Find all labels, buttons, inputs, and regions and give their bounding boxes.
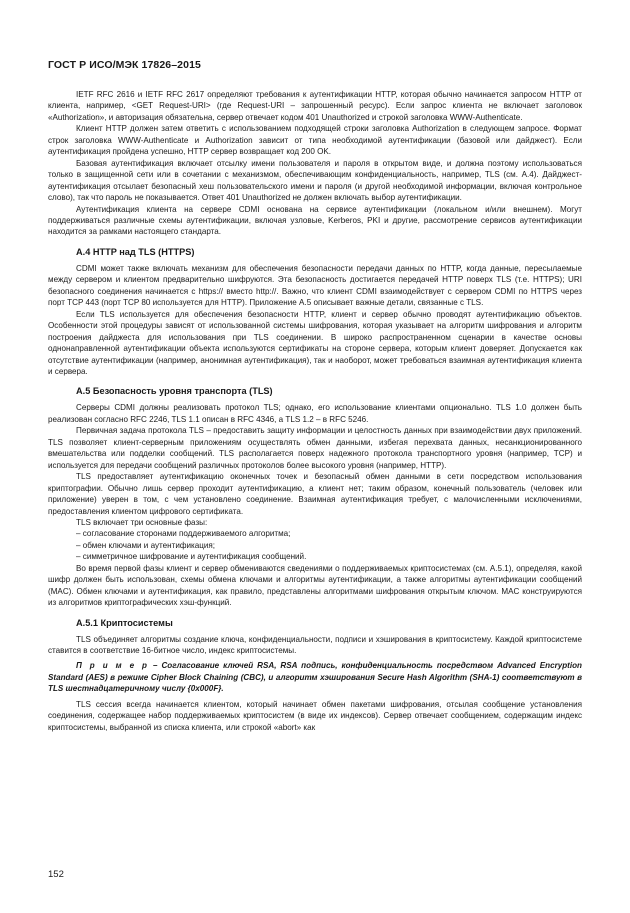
example-label: П р и м е р [76,661,150,671]
document-header: ГОСТ Р ИСО/МЭК 17826–2015 [48,59,201,71]
paragraph: TLS сессия всегда начинается клиентом, который начинает обмен пакетами шифрования, отсылая сообщение установления соединения, содержащее набор поддерживаемых криптосистем (в виде их индексов). Сервер отвечает сообщением, содержащим индекс криптосистемы, выбранной из списка клиента, или строкой «abort» как [48,699,582,732]
section-heading-a5: А.5 Безопасность уровня транспорта (TLS) [76,386,273,397]
list-item: – согласование сторонами поддерживаемого алгоритма; [48,528,582,539]
paragraph: TLS объединяет алгоритмы создание ключа, конфиденциальности, подписи и хэширования в криптосистему. Каждой криптосистеме ставится в соответствие 16-битное число, индекс криптосистемы. [48,634,582,656]
paragraph: TLS включает три основные фазы: [76,517,208,527]
paragraph: Клиент HTTP должен затем ответить с использованием подходящей строки заголовка Authorization в следующем запросе. Формат строк заголовка WWW-Authenticate и Authorization зависит от типа необходимой аутентификации (базовой или дайджест). Если аутентификация пройдена успешно, HTTP сервер возвращает код 200 OK. [48,124,582,157]
paragraph: Базовая аутентификация включает отсылку имени пользователя и пароля в открытом виде, и должна поэтому использоваться только в защищенной сети или в сочетании с механизмом, обеспечивающим конфиденциальность, например, TLS (см. А.4). Дайджест-аутентификация отсылает безопасный хеш пользовательского имени и пароля (и другой необходимой информации, включая контрольное слово), так что пароль не показывается. Ответ 401 Unauthorized не должен включать выбор аутентификации. [48,158,582,203]
paragraph: Во время первой фазы клиент и сервер обмениваются сведениями о поддерживаемых криптосистемах (см. А.5.1), определяя, какой шифр должен быть использован, схемы обмена ключами и алгоритмы аутентификации, а также алгоритмы аутентификации сообщений (MAC). Обмен ключами и аутентификация, как правило, представлены алгоритмами шифрования открытым ключом. MAC конструируются из алгоритмов криптографических хэш-функций. [48,563,582,608]
section-heading-a4: А.4 HTTP над TLS (HTTPS) [76,246,195,257]
phase-list [48,528,582,562]
paragraph: IETF RFC 2616 и IETF RFC 2617 определяют требования к аутентификации HTTP, которая обычно начинается запросом HTTP от клиента, например, <GET Request-URI> (где Request-URI – запрошенный ресурс). Если запрос клиента не включает заголовок «Authorization», и авторизация обязательна, сервер отвечает кодом 401 Unauthorized и строкой заголовка WWW-Authenticate. [48,90,582,122]
paragraph: Серверы CDMI должны реализовать протокол TLS; однако, его использование клиентами опционально. TLS 1.0 должен быть реализован согласно RFC 2246, TLS 1.1 описан в RFC 4346, а TLS 1.2 – в RFC 5246. [48,403,582,424]
list-item: – обмен ключами и аутентификация; [48,540,582,551]
paragraph: Аутентификация клиента на сервере CDMI основана на сервисе аутентификации (локальном и/или внешнем). Могут поддерживаться различные схемы аутентификации, включая узловые, Kerberos, PKI и другие, рассмотрение сервисов аутентификации находится за рамками настоящего стандарта. [48,204,582,237]
paragraph: Первичная задача протокола TLS – предоставить защиту информации и целостность данных при взаимодействии двух приложений. TLS позволяет клиент-серверным приложениям осуществлять обмен данными, избегая перехвата данных, несанкционированного вмешательства или подделки сообщений. TLS располагается поверх надежного протокола транспортного уровня (например, TCP) и используется для передачи сообщений различных протоколов более высокого уровня (например, HTTP). [48,426,582,470]
document-body [48,89,582,733]
example-note [48,660,582,694]
list-item: – симметричное шифрование и аутентификация сообщений. [48,551,582,562]
paragraph: TLS предоставляет аутентификацию оконечных точек и безопасный обмен данными в сети посредством использования криптографии. Обычно лишь сервер проходит аутентификацию, а клиент нет; таким образом, конечный пользователь (человек или приложение) уверен в том, с чем установлено соединение. Взаимная аутентификация требует, с малочисленными исключениями, предоставления клиентом цифрового сертификата. [48,472,582,516]
paragraph: CDMI может также включать механизм для обеспечения безопасности передачи данных по HTTP, когда данные, пересылаемые между сервером и клиентом предварительно шифруются. Эта безопасность достигается передачей HTTP поверх TLS (т.е. HTTPS); URI безопасного соединения начинается с https:// вместо http://. Важно, что клиент CDMI взаимодействует с сервером CDMI по HTTPS через порт TCP 443 (порт TCP 80 используется для HTTP). Приложение А.5 описывает важные детали, связанные с TLS. [48,263,582,308]
page-number: 152 [48,869,64,880]
example-text: – Согласование ключей RSA, RSA подпись, конфиденциальность посредством Advanced Encryption Standard (AES) в режиме Cipher Block Chaining (CBC), и алгоритм хэширования Secure Hash Algorithm (SHA-1) соответствуют в TLS шестнадцатеричному числу {0x000F}. [48,661,582,694]
subsection-heading-a51: А.5.1 Криптосистемы [76,617,173,628]
paragraph: Если TLS используется для обеспечения безопасности HTTP, клиент и сервер обычно проводят аутентификацию объектов. Особенности этой процедуры зависят от использованной системы шифрования, которая указывает на алгоритм шифрования и алгоритм построения дайджеста для использования при TLS соединении. В широко распространенном сценарии в качестве основы однонаправленной аутентификации объекта используются сертификаты на стороне сервера, которым клиент доверяет. Допускается как отсутствие аутентификации (например, анонимная аутентификация), так и наоборот, может требоваться взаимная аутентификация клиента и сервера. [48,309,582,376]
